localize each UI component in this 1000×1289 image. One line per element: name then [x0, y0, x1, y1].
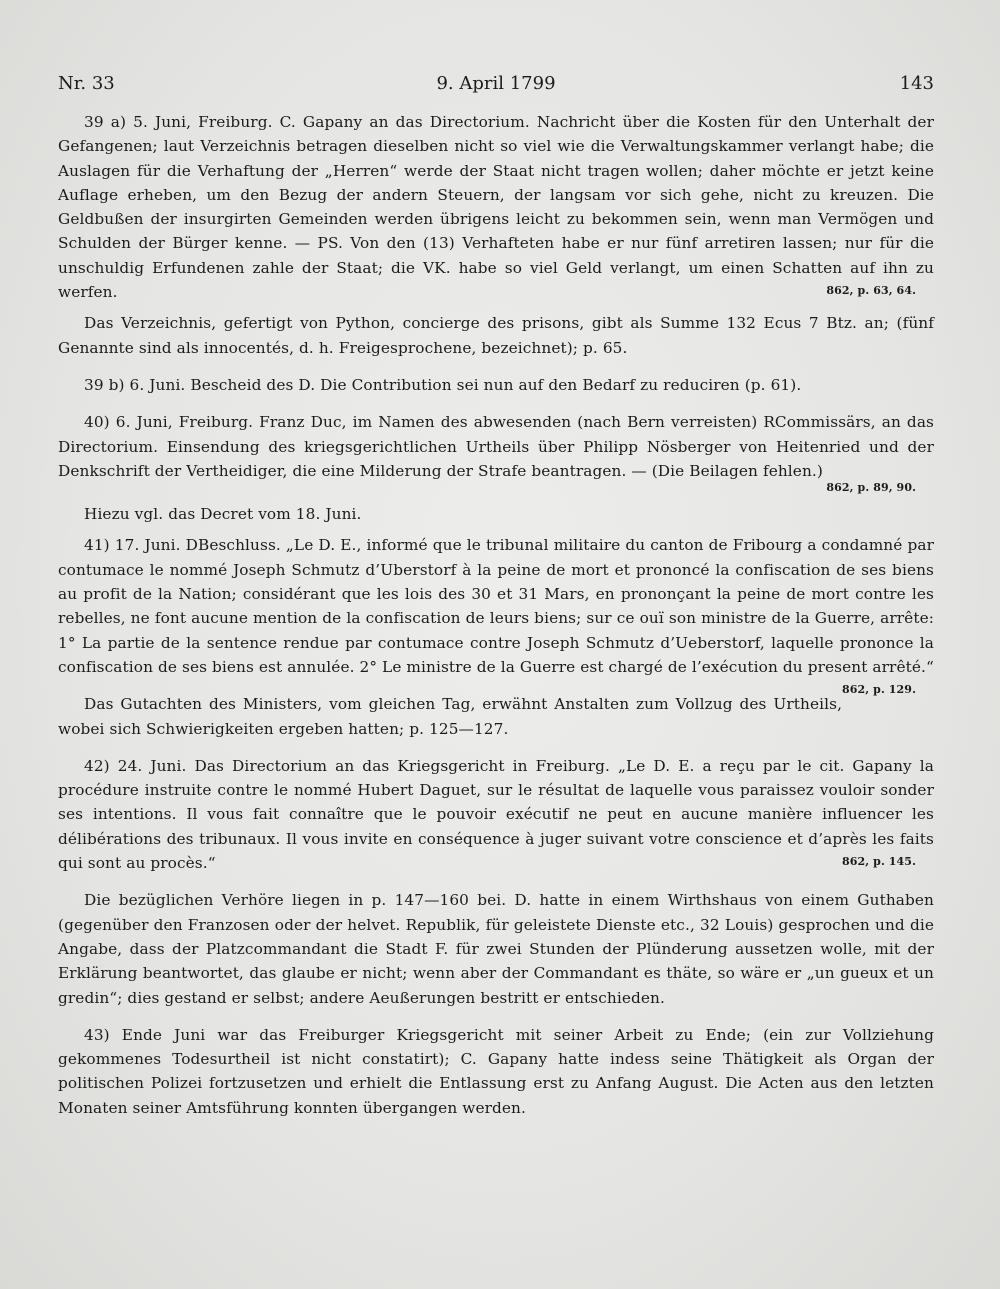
- paragraph-text: 40) 6. Juni, Freiburg. Franz Duc, im Namen des abwesenden (nach Bern verreisten) RCommissärs, an das Directorium. Einsendung des kriegsgerichtlichen Urtheils über Philipp Nösberger von Heitenried und der Denkschrift der Vertheidiger, die eine Milderung der Strafe beantragen. — (Die Beilagen fehlen.): [58, 413, 934, 480]
- page-number: 143: [899, 73, 934, 94]
- paragraph-text: Das Gutachten des Ministers, vom gleichen Tag, erwähnt Anstalten zum Vollzug des Urtheils, wobei sich Schwierigkeiten ergeben hatten; p. 125—127.: [58, 695, 843, 738]
- archive-reference: 862, p. 129.: [842, 683, 916, 697]
- paragraph-39a: [58, 110, 934, 304]
- paragraph-text: 39 b) 6. Juni. Bescheid des D. Die Contribution sei nun auf den Bedarf zu reduciren (p. 61).: [84, 375, 802, 394]
- paragraph-text: 41) 17. Juni. DBeschluss. „Le D. E., informé que le tribunal militaire du canton de Fribourg a condamné par contumace le nommé Joseph Schmutz d’Uberstorf à la peine de mort et prononcé la confiscation de ses biens au profit de la Nation; considérant que les lois des 30 et 31 Mars, en prononçant la peine de mort contre les rebelles, ne font aucune mention de la confiscation de leurs biens; sur ce ouï son ministre de la Guerre, arrête: 1° La partie de la sentence rendue par contumace contre Joseph Schmutz d’Ueberstorf, laquelle prononce la confiscation de ses biens est annulée. 2° Le ministre de la Guerre est chargé de l’exécution du present arrêté.“: [58, 536, 934, 676]
- archive-reference: 862, p. 63, 64.: [826, 284, 916, 298]
- paragraph-text: 42) 24. Juni. Das Directorium an das Kriegsgericht in Freiburg. „Le D. E. a reçu par le cit. Gapany la procédure instruite contre le nommé Hubert Daguet, sur le résultat de laquelle vous paraissez vouloir sonder ses intentions. Il vous fait connaître que le pouvoir exécutif ne peut en aucune manière influencer les délibérations des tribunaux. Il vous invite en conséquence à juger suivant votre conscience et d’après les faits qui sont au procès.“: [58, 756, 934, 873]
- paragraph-text: Die bezüglichen Verhöre liegen in p. 147—160 bei. D. hatte in einem Wirthshaus von einem Guthaben (gegenüber den Franzosen oder der helvet. Republik, für geleistete Dienste etc., 32 Louis) gesprochen und die Angabe, dass der Platzcommandant die Stadt F. für zwei Stunden der Plünderung aussetzen wolle, mit der Erklärung beantwortet, das glaube er nicht; wenn aber der Commandant es thäte, so wäre er „un gueux et un gredin“; dies gestand er selbst; andere Aeußerungen bestritt er entschieden.: [58, 891, 934, 1007]
- paragraph-hiezu: [58, 502, 934, 526]
- page-header: [58, 70, 934, 98]
- paragraph-39b: [58, 373, 934, 397]
- paragraph-41: [58, 533, 934, 697]
- paragraph-gutachten: [58, 692, 934, 741]
- paragraph-verzeichnis: [58, 311, 934, 360]
- paragraph-text: 39 a) 5. Juni, Freiburg. C. Gapany an das Directorium. Nachricht über die Kosten für den Unterhalt der Gefangenen; laut Verzeichnis betragen dieselben nicht so viel wie die Verwaltungskammer verlangt habe; die Auslagen für die Verhaftung der „Herren“ werde der Staat nicht tragen wollen; daher möchte er jetzt keine Auflage erheben, um den Bezug der andern Steuern, der langsam vor sich gehe, nicht zu kreuzen. Die Geldbußen der insurgirten Gemeinden werden übrigens leicht zu bekommen sein, wenn man Vermögen und Schulden der Bürger kenne. — PS. Von den (13) Verhafteten habe er nur fünf arretiren lassen; nur für die unschuldig Erfundenen zahle der Staat; die VK. habe so viel Geld verlangt, um einen Schatten auf ihn zu werfen.: [58, 113, 934, 302]
- archive-reference: 862, p. 145.: [842, 855, 916, 869]
- archive-reference: 862, p. 89, 90.: [826, 481, 916, 495]
- paragraph-43: [58, 1023, 934, 1120]
- paragraph-text: Hiezu vgl. das Decret vom 18. Juni.: [84, 505, 362, 524]
- document-body: [58, 110, 934, 1133]
- paragraph-40: [58, 410, 934, 495]
- paragraph-text: Das Verzeichnis, gefertigt von Python, concierge des prisons, gibt als Summe 132 Ecus 7 Btz. an; (fünf Genannte sind als innocentés, d. h. Freigesprochene, bezeichnet); p. 65.: [58, 314, 934, 357]
- header-number: Nr. 33: [58, 73, 115, 94]
- paragraph-verhoere: [58, 888, 934, 1009]
- paragraph-42: [58, 754, 934, 875]
- header-date: 9. April 1799: [436, 73, 556, 94]
- paragraph-text: 43) Ende Juni war das Freiburger Kriegsgericht mit seiner Arbeit zu Ende; (ein zur Vollziehung gekommenes Todesurtheil ist nicht constatirt); C. Gapany hatte indess seine Thätigkeit als Organ der politischen Polizei fortzusetzen und erhielt die Entlassung erst zu Anfang August. Die Acten aus den letzten Monaten seiner Amtsführung konnten übergangen werden.: [58, 1025, 934, 1117]
